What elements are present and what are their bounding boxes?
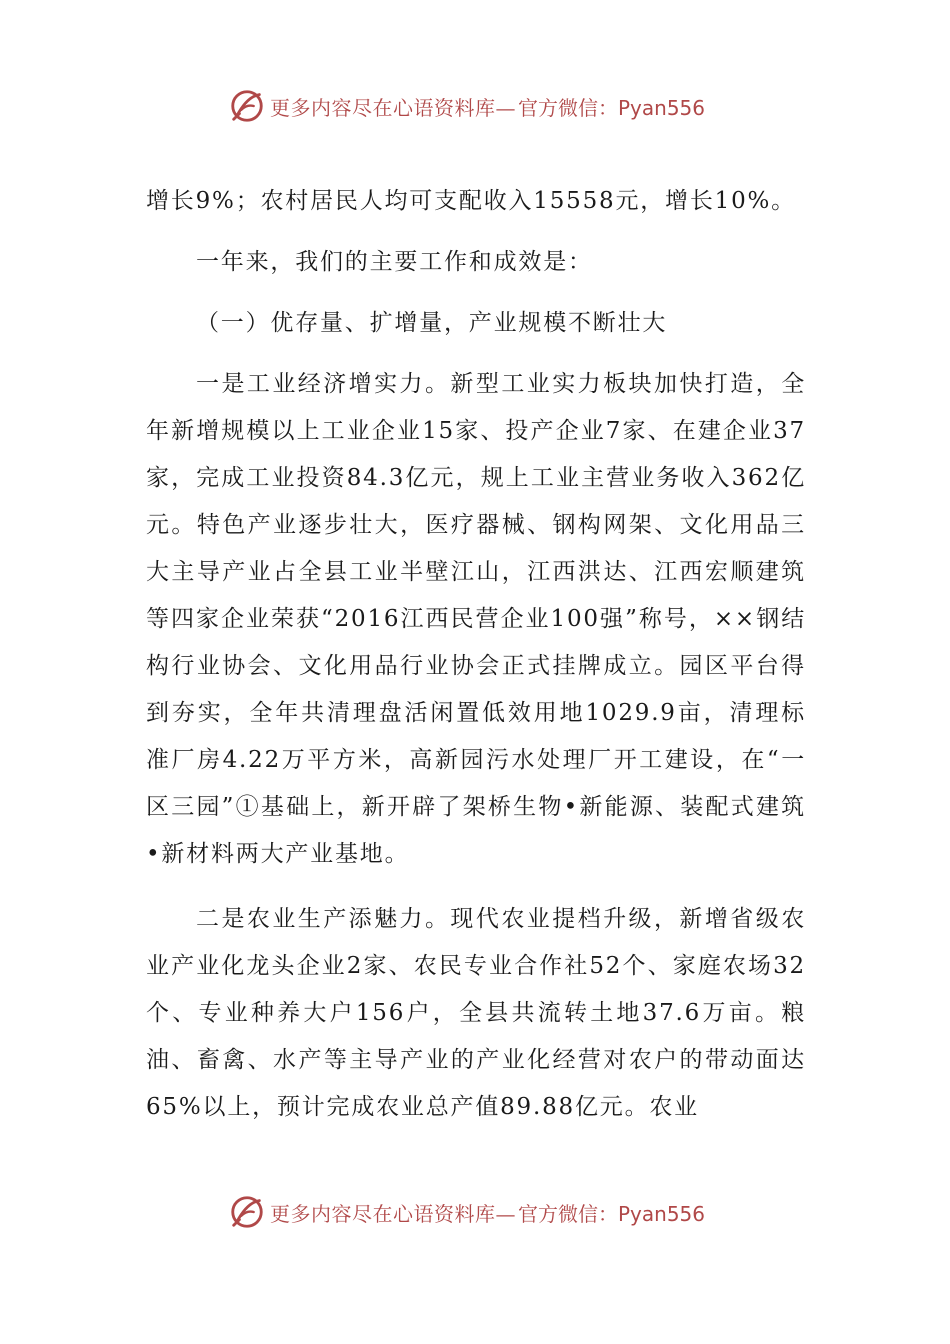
paragraph-intro: 一年来，我们的主要工作和成效是： — [196, 249, 593, 275]
banner-wechat: 官方微信：Pyan556 — [518, 1201, 706, 1226]
section-heading: （一）优存量、扩增量，产业规模不断壮大 — [196, 310, 668, 336]
banner-text: 更多内容尽在心语资料库— — [270, 95, 516, 120]
banner-wechat: 官方微信：Pyan556 — [518, 95, 706, 120]
logo-icon — [228, 1193, 266, 1231]
document-body — [146, 178, 806, 1131]
banner-text: 更多内容尽在心语资料库— — [270, 1201, 516, 1226]
header-banner — [228, 84, 705, 128]
paragraph-agriculture: 二是农业生产添魅力。现代农业提档升级，新增省级农业产业化龙头企业2家、农民专业合作社52个、家庭农场32个、专业种养大户156户，全县共流转土地37.6万亩。粮油、畜禽、水产等主导产业的产业化经营对农户的带动面达65%以上，预计完成农业总产值89.88亿元。农业 — [146, 906, 806, 1120]
paragraph-industry: 一是工业经济增实力。新型工业实力板块加快打造，全年新增规模以上工业企业15家、投产企业7家、在建企业37家，完成工业投资84.3亿元，规上工业主营业务收入362亿元。特色产业逐步壮大，医疗器械、钢构网架、文化用品三大主导产业占全县工业半壁江山，江西洪达、江西宏顺建筑等四家企业荣获“2016江西民营企业100强”称号，××钢结构行业协会、文化用品行业协会正式挂牌成立。园区平台得到夯实，全年共清理盘活闲置低效用地1029.9亩，清理标准厂房4.22万平方米，高新园污水处理厂开工建设，在“一区三园”①基础上，新开辟了架桥生物•新能源、装配式建筑•新材料两大产业基地。 — [146, 371, 806, 867]
footer-banner — [228, 1190, 705, 1234]
logo-icon — [228, 87, 266, 125]
paragraph-continued: 增长9%；农村居民人均可支配收入15558元，增长10%。 — [146, 188, 796, 214]
